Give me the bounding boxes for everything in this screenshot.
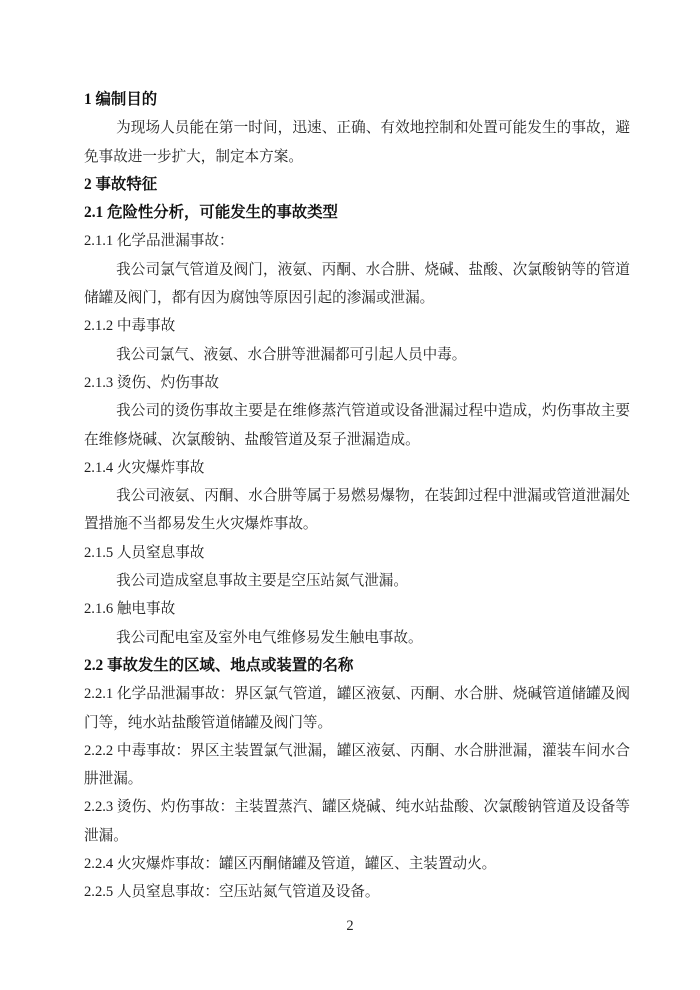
paragraph-purpose: 为现场人员能在第一时间，迅速、正确、有效地控制和处置可能发生的事故，避免事故进一步扩大，制定本方案。 [84,120,630,165]
subheading-accident-locations: 2.2 事故发生的区域、地点或装置的名称 [84,656,354,674]
paragraph-2-1-6: 我公司配电室及室外电气维修易发生触电事故。 [116,629,423,646]
clause-2-2-3: 2.2.3 烫伤、灼伤事故：主装置蒸汽、罐区烧碱、纯水站盐酸、次氯酸钠管道及设备等泄漏。 [84,799,630,844]
paragraph-2-1-1: 我公司氯气管道及阀门，液氨、丙酮、水合肼、烧碱、盐酸、次氯酸钠等的管道储罐及阀门，都有因为腐蚀等原因引起的渗漏或泄漏。 [84,261,630,307]
clause-2-1-5: 2.1.5 人员窒息事故 [84,544,205,561]
heading-accident-features: 2 事故特征 [84,175,158,193]
clause-2-2-2: 2.2.2 中毒事故：界区主装置氯气泄漏，罐区液氨、丙酮、水合肼泄漏，灌装车间水合肼泄漏。 [84,742,630,788]
clause-2-1-1: 2.1.1 化学品泄漏事故： [84,233,234,250]
paragraph-2-1-2: 我公司氯气、液氨、水合肼等泄漏都可引起人员中毒。 [116,346,467,363]
paragraph-2-1-5: 我公司造成窒息事故主要是空压站氮气泄漏。 [116,573,408,590]
page-number: 2 [346,918,354,934]
clause-2-1-2: 2.1.2 中毒事故 [84,318,176,335]
paragraph-2-1-3: 我公司的烫伤事故主要是在维修蒸汽管道或设备泄漏过程中造成，灼伤事故主要在维修烧碱、次氯酸钠、盐酸管道及泵子泄漏造成。 [84,403,630,448]
clause-2-1-6: 2.1.6 触电事故 [84,601,176,618]
clause-2-2-5: 2.2.5 人员窒息事故：空压站氮气管道及设备。 [84,884,380,901]
document-body [84,86,630,907]
paragraph-2-1-4: 我公司液氨、丙酮、水合肼等属于易燃易爆物，在装卸过程中泄漏或管道泄漏处置措施不当都易发生火灾爆炸事故。 [84,488,630,533]
clause-2-1-3: 2.1.3 烫伤、灼伤事故 [84,374,219,391]
heading-compilation-purpose: 1 编制目的 [84,91,158,108]
clause-2-2-4: 2.2.4 火灾爆炸事故：罐区丙酮储罐及管道，罐区、主装置动火。 [84,856,497,873]
clause-2-2-1: 2.2.1 化学品泄漏事故：界区氯气管道，罐区液氨、丙酮、水合肼、烧碱管道储罐及阀门等，纯水站盐酸管道储罐及阀门等。 [84,686,630,731]
subheading-risk-analysis: 2.1 危险性分析，可能发生的事故类型 [84,204,338,222]
clause-2-1-4: 2.1.4 火灾爆炸事故 [84,459,205,476]
